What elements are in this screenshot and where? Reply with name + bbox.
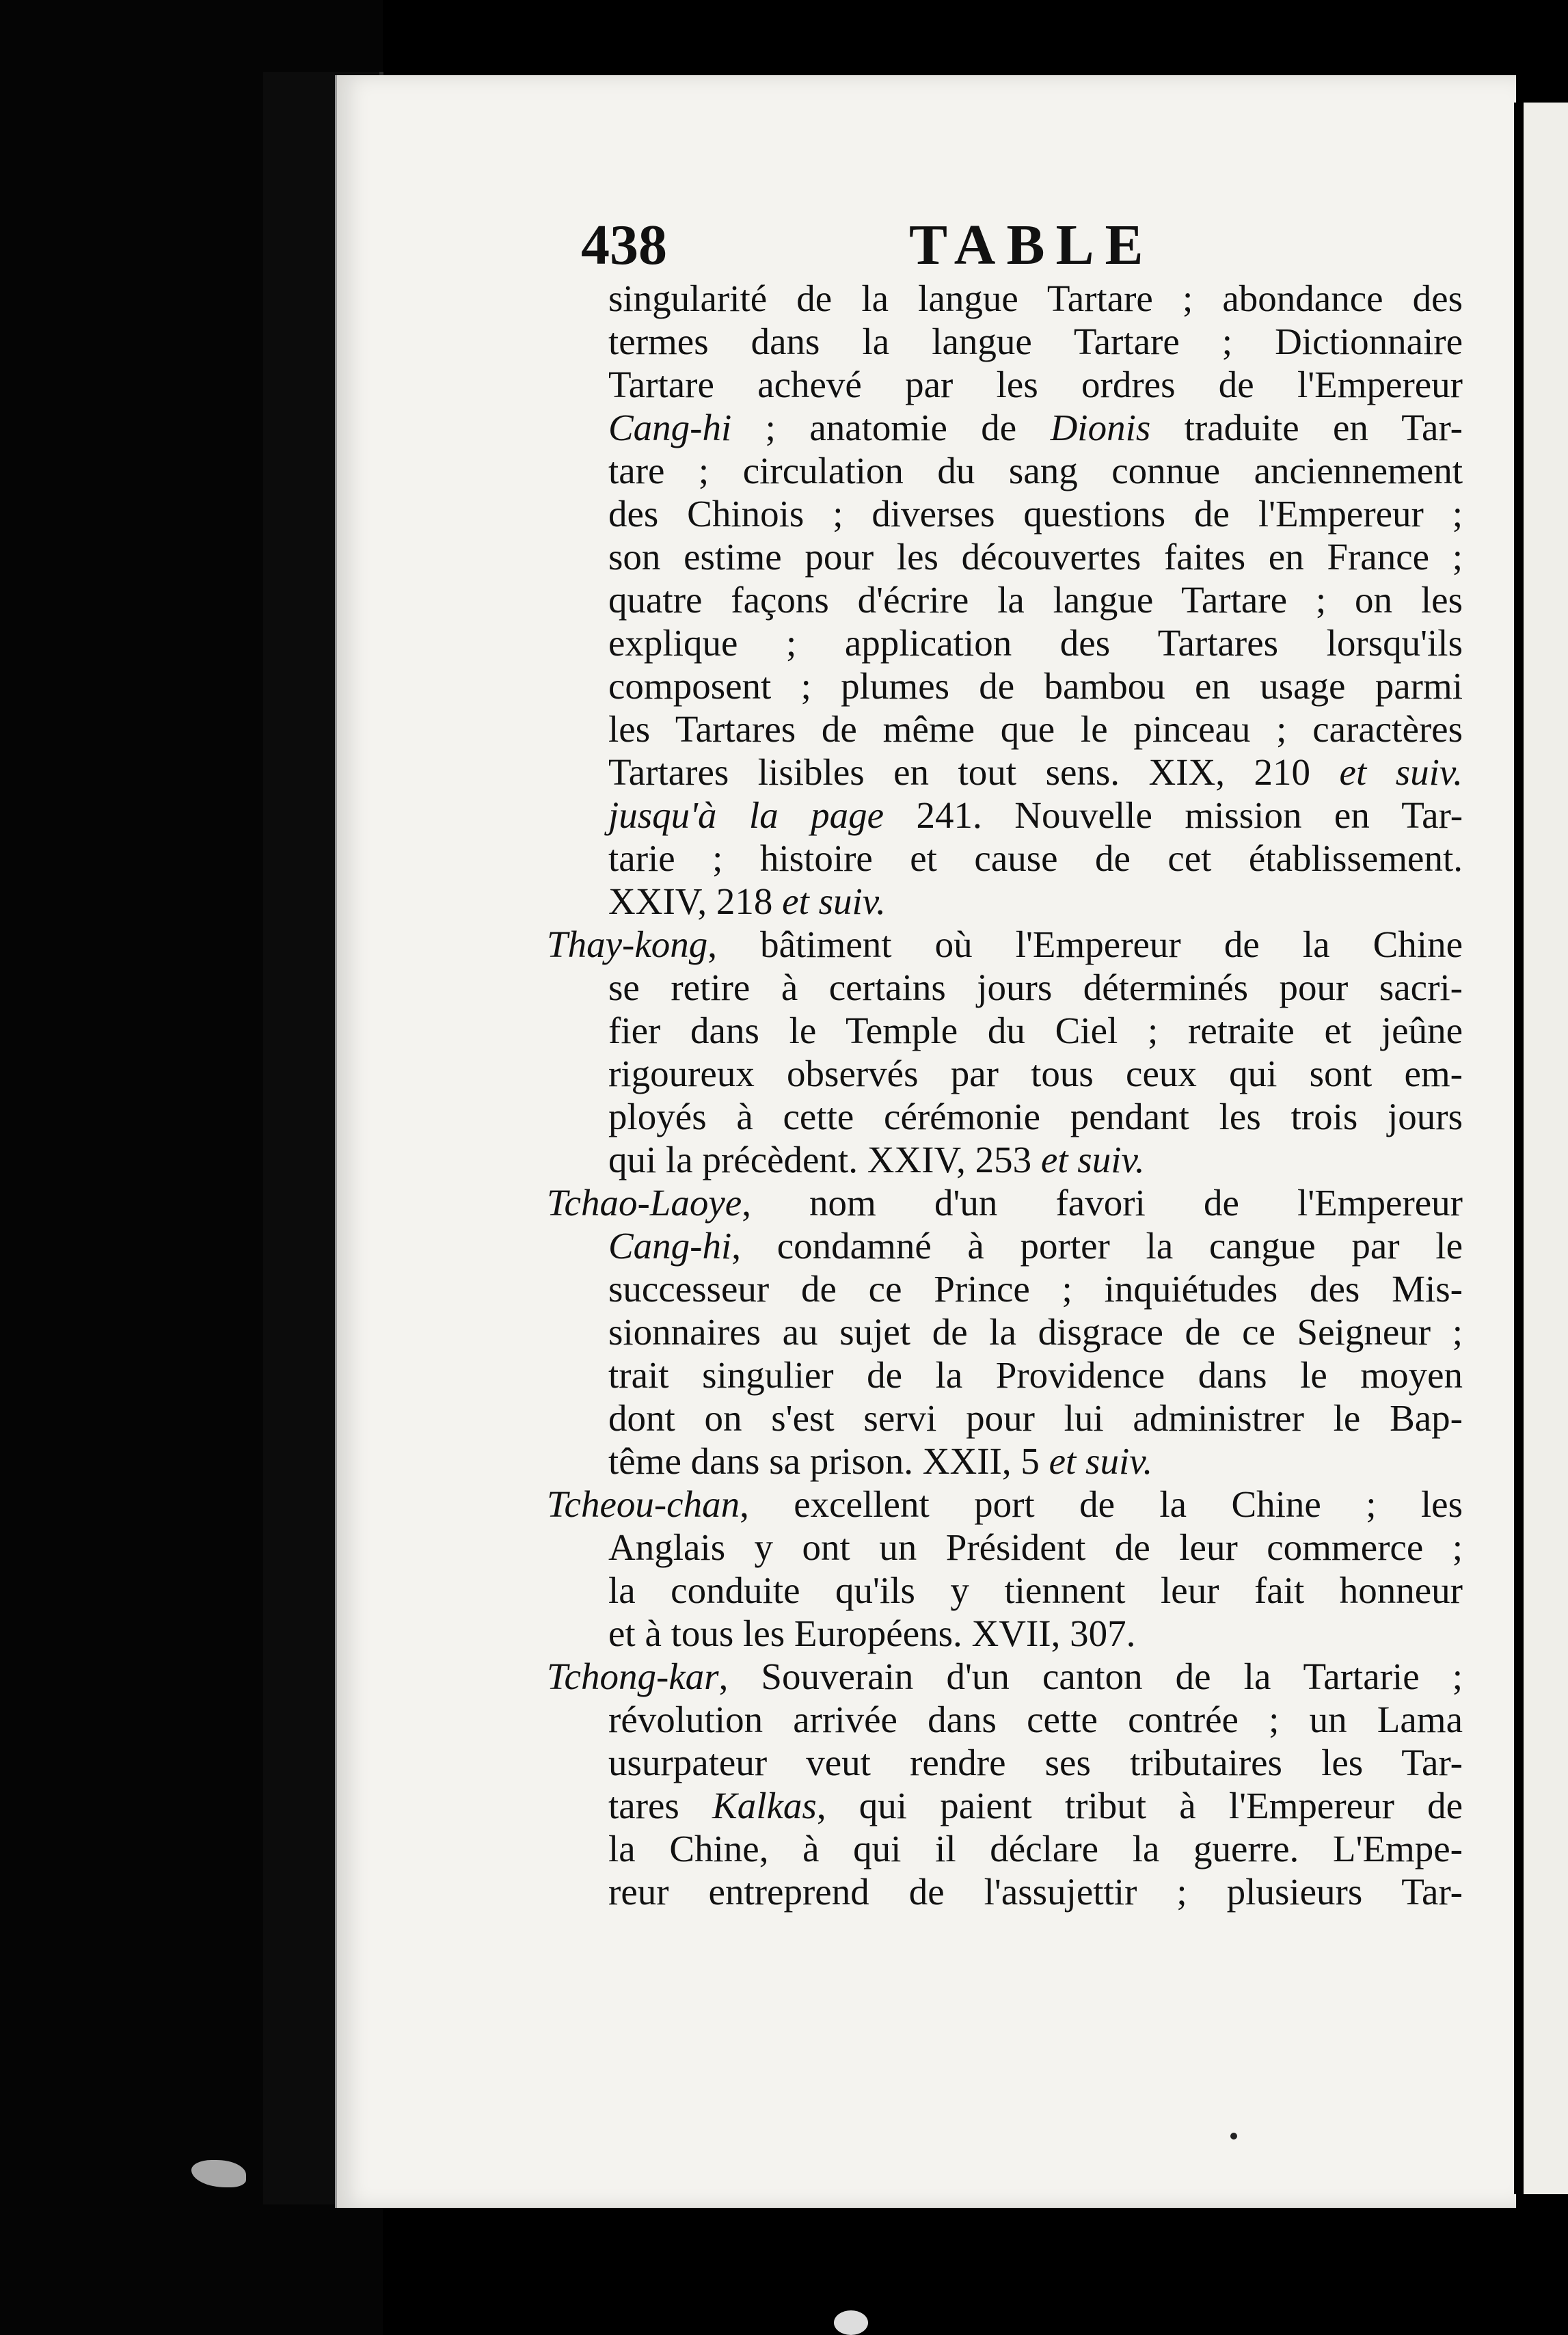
next-page-edge: [1514, 103, 1568, 2194]
index-line: [547, 578, 1463, 621]
text-segment: qui la précèdent. XXIV, 253: [608, 1139, 1041, 1180]
page-number: 438: [581, 213, 667, 277]
text-segment: , qui paient tribut à l'Empereur de: [816, 1785, 1463, 1826]
index-line: [547, 1569, 1463, 1612]
text-segment: rigoureux observés par tous ceux qui sont em-: [608, 1053, 1463, 1094]
index-line: [547, 406, 1463, 449]
text-segment: , bâtiment où l'Empereur de la Chine: [707, 923, 1463, 965]
text-segment: des Chinois ; diverses questions de l'Empereur ;: [608, 493, 1463, 535]
index-line: [547, 837, 1463, 880]
text-segment: fier dans le Temple du Ciel ; retraite et jeûne: [608, 1010, 1463, 1051]
text-segment: dont on s'est servi pour lui administrer le Bap-: [608, 1397, 1463, 1439]
index-line: [547, 1267, 1463, 1310]
index-entry-line: [547, 1655, 1463, 1698]
text-segment: Tartares lisibles en tout sens. XIX, 210: [608, 751, 1340, 793]
index-line: [547, 535, 1463, 578]
text-segment: les Tartares de même que le pinceau ; caractères: [608, 708, 1463, 750]
text-segment: tares: [608, 1785, 713, 1826]
index-line: [547, 1698, 1463, 1741]
italic-text: et suiv.: [782, 880, 886, 922]
index-text: [547, 277, 1463, 1913]
text-segment: tarie ; histoire et cause de cet établissement.: [608, 837, 1463, 879]
italic-text: Cang-hi: [608, 407, 732, 448]
index-line: [547, 1052, 1463, 1095]
italic-text: Tcheou-chan: [547, 1483, 740, 1525]
index-entry-line: [547, 1181, 1463, 1224]
italic-text: et suiv.: [1339, 751, 1463, 793]
index-line: [547, 277, 1463, 320]
text-segment: tême dans sa prison. XXII, 5: [608, 1440, 1049, 1482]
index-line: [547, 1612, 1463, 1655]
page-header: [581, 205, 1456, 287]
index-line: [547, 664, 1463, 707]
text-segment: sionnaires au sujet de la disgrace de ce Seigneur ;: [608, 1311, 1463, 1353]
text-segment: tare ; circulation du sang connue anciennement: [608, 450, 1463, 491]
index-line: [547, 966, 1463, 1009]
index-entry-line: [547, 1483, 1463, 1526]
text-segment: composent ; plumes de bambou en usage parmi: [608, 665, 1463, 707]
text-segment: la Chine, à qui il déclare la guerre. L'Empe-: [608, 1828, 1463, 1870]
italic-text: Cang-hi: [608, 1225, 732, 1267]
text-segment: Tartare achevé par les ordres de l'Empereur: [608, 364, 1463, 405]
text-segment: Anglais y ont un Président de leur commerce ;: [608, 1526, 1463, 1568]
text-segment: son estime pour les découvertes faites en France ;: [608, 536, 1463, 578]
index-line: [547, 1526, 1463, 1569]
text-segment: 241. Nouvelle mission en Tar-: [884, 794, 1463, 836]
text-segment: ; anatomie de: [731, 407, 1051, 448]
index-line: [547, 1396, 1463, 1440]
text-segment: XXIV, 218: [608, 880, 783, 922]
text-segment: , nom d'un favori de l'Empereur: [742, 1182, 1463, 1224]
italic-text: Dionis: [1050, 407, 1151, 448]
text-segment: termes dans la langue Tartare ; Dictionnaire: [608, 321, 1463, 362]
text-segment: usurpateur veut rendre ses tributaires les Tar-: [608, 1742, 1463, 1783]
text-segment: traduite en Tar-: [1150, 407, 1463, 448]
text-segment: singularité de la langue Tartare ; abondance des: [608, 278, 1463, 319]
italic-text: jusqu'à la page: [608, 794, 884, 836]
index-line: [547, 449, 1463, 492]
index-line: [547, 1440, 1463, 1483]
text-segment: et à tous les Européens. XVII, 307.: [608, 1612, 1136, 1654]
italic-text: Tchao-Laoye: [547, 1182, 742, 1224]
text-segment: explique ; application des Tartares lorsqu'ils: [608, 622, 1463, 664]
index-line: [547, 1784, 1463, 1827]
index-line: [547, 1095, 1463, 1138]
text-segment: trait singulier de la Providence dans le moyen: [608, 1354, 1463, 1396]
scan-speck: [834, 2310, 868, 2335]
index-line: [547, 751, 1463, 794]
italic-text: Kalkas: [712, 1785, 817, 1826]
ink-dot: [1230, 2133, 1237, 2140]
text-segment: , excellent port de la Chine ; les: [740, 1483, 1463, 1525]
text-segment: la conduite qu'ils y tiennent leur fait honneur: [608, 1569, 1463, 1611]
index-line: [547, 621, 1463, 664]
index-line: [547, 1741, 1463, 1784]
index-line: [547, 707, 1463, 751]
index-line: [547, 1827, 1463, 1870]
index-line: [547, 880, 1463, 923]
text-segment: , Souverain d'un canton de la Tartarie ;: [718, 1656, 1463, 1697]
italic-text: Thay-kong: [547, 923, 708, 965]
index-line: [547, 1009, 1463, 1052]
text-segment: ployés à cette cérémonie pendant les trois jours: [608, 1096, 1463, 1137]
index-line: [547, 794, 1463, 837]
text-segment: quatre façons d'écrire la langue Tartare ; on les: [608, 579, 1463, 621]
index-line: [547, 1310, 1463, 1353]
index-line: [547, 363, 1463, 406]
index-line: [547, 1138, 1463, 1181]
index-line: [547, 1353, 1463, 1396]
index-line: [547, 320, 1463, 363]
text-segment: révolution arrivée dans cette contrée ; un Lama: [608, 1699, 1463, 1740]
running-title: TABLE: [909, 213, 1154, 277]
index-line: [547, 1870, 1463, 1913]
index-entry-line: [547, 923, 1463, 966]
text-segment: se retire à certains jours déterminés pour sacri-: [608, 967, 1463, 1008]
italic-text: et suiv.: [1049, 1440, 1153, 1482]
index-line: [547, 492, 1463, 535]
text-segment: , condamné à porter la cangue par le: [731, 1225, 1463, 1267]
text-segment: reur entreprend de l'assujettir ; plusieurs Tar-: [608, 1871, 1463, 1913]
italic-text: Tchong-kar: [547, 1656, 719, 1697]
index-line: [547, 1224, 1463, 1267]
text-segment: successeur de ce Prince ; inquiétudes des Mis-: [608, 1268, 1463, 1310]
italic-text: et suiv.: [1040, 1139, 1145, 1180]
